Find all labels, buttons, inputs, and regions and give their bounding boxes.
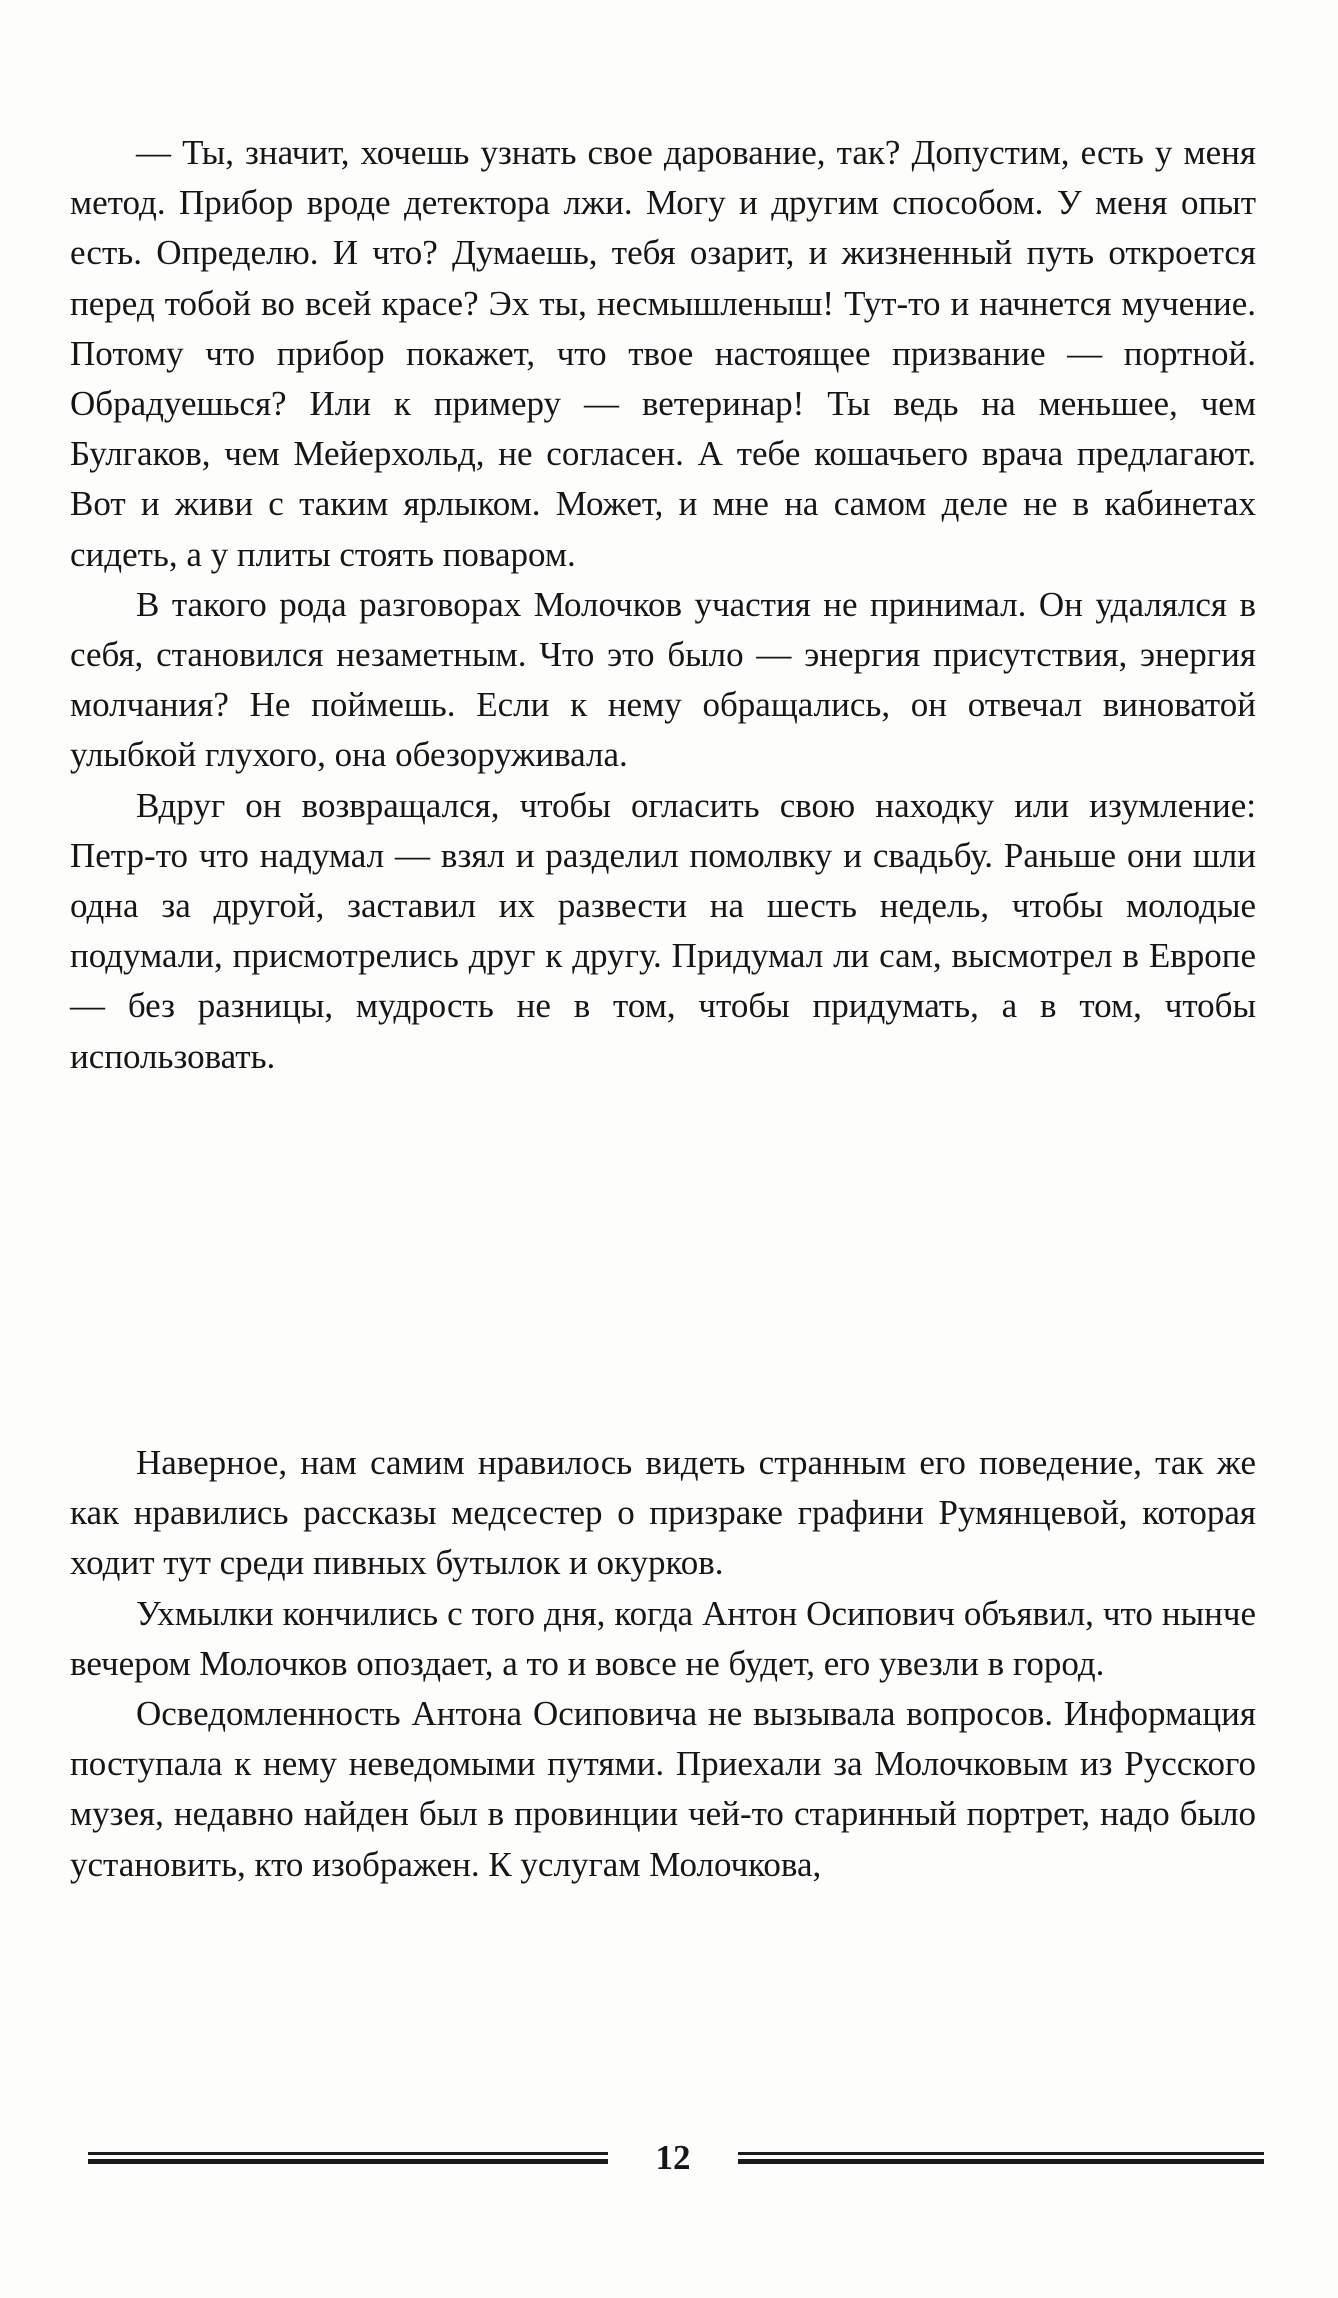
- paragraph: — Ты, значит, хочешь узнать свое дарование, так? Допустим, есть у меня метод. Прибор вроде детектора лжи. Могу и другим способом. У меня опыт есть. Определю. И что? Думаешь, тебя озарит, и жизненный путь откроется перед тобой во всей красе? Эх ты, несмышленыш! Тут-то и начнется мучение. Потому что прибор покажет, что твое настоящее призвание — портной. Обрадуешься? Или к примеру — ветеринар! Ты ведь на меньшее, чем Булгаков, чем Мейерхольд, не согласен. А тебе кошачьего врача предлагают. Вот и живи с таким ярлыком. Может, и мне на самом деле не в кабинетах сидеть, а у плиты стоять поваром.: [70, 133, 1256, 574]
- paragraph: В такого рода разговорах Молочков участия не принимал. Он удалялся в себя, становился незаметным. Что это было — энергия присутствия, энергия молчания? Не поймешь. Если к нему обращались, он отвечал виноватой улыбкой глухого, она обезоруживала.: [70, 584, 1256, 775]
- page-number: 12: [655, 2138, 691, 2177]
- text-section-two: [70, 1438, 1256, 1890]
- paragraph: Осведомленность Антона Осиповича не вызывала вопросов. Информация поступала к нему неведомыми путями. Приехали за Молочковым из Русского музея, недавно найден был в провинции чей-то старинный портрет, надо было установить, кто изображен. К услугам Молочкова,: [70, 1694, 1256, 1884]
- text-section-one: [70, 128, 1256, 1082]
- paragraph: Вдруг он возвращался, чтобы огласить свою находку или изумление: Петр-то что надумал — взял и разделил помолвку и свадьбу. Раньше они шли одна за другой, заставил их развести на шесть недель, чтобы молодые подумали, присмотрелись друг к другу. Придумал ли сам, высмотрел в Европе — без разницы, мудрость не в том, чтобы придумать, а в том, чтобы использовать.: [70, 785, 1256, 1076]
- paragraph: Наверное, нам самим нравилось видеть странным его поведение, так же как нравились рассказы медсестер о призраке графини Румянцевой, которая ходит тут среди пивных бутылок и окурков.: [70, 1443, 1256, 1583]
- page-footer: [88, 2138, 1264, 2178]
- paragraph: Ухмылки кончились с того дня, когда Антон Осипович объявил, что нынче вечером Молочков опоздает, а то и вовсе не будет, его увезли в город.: [70, 1593, 1256, 1683]
- footer-rule-left: [88, 2152, 608, 2164]
- footer-rule-right: [738, 2152, 1264, 2164]
